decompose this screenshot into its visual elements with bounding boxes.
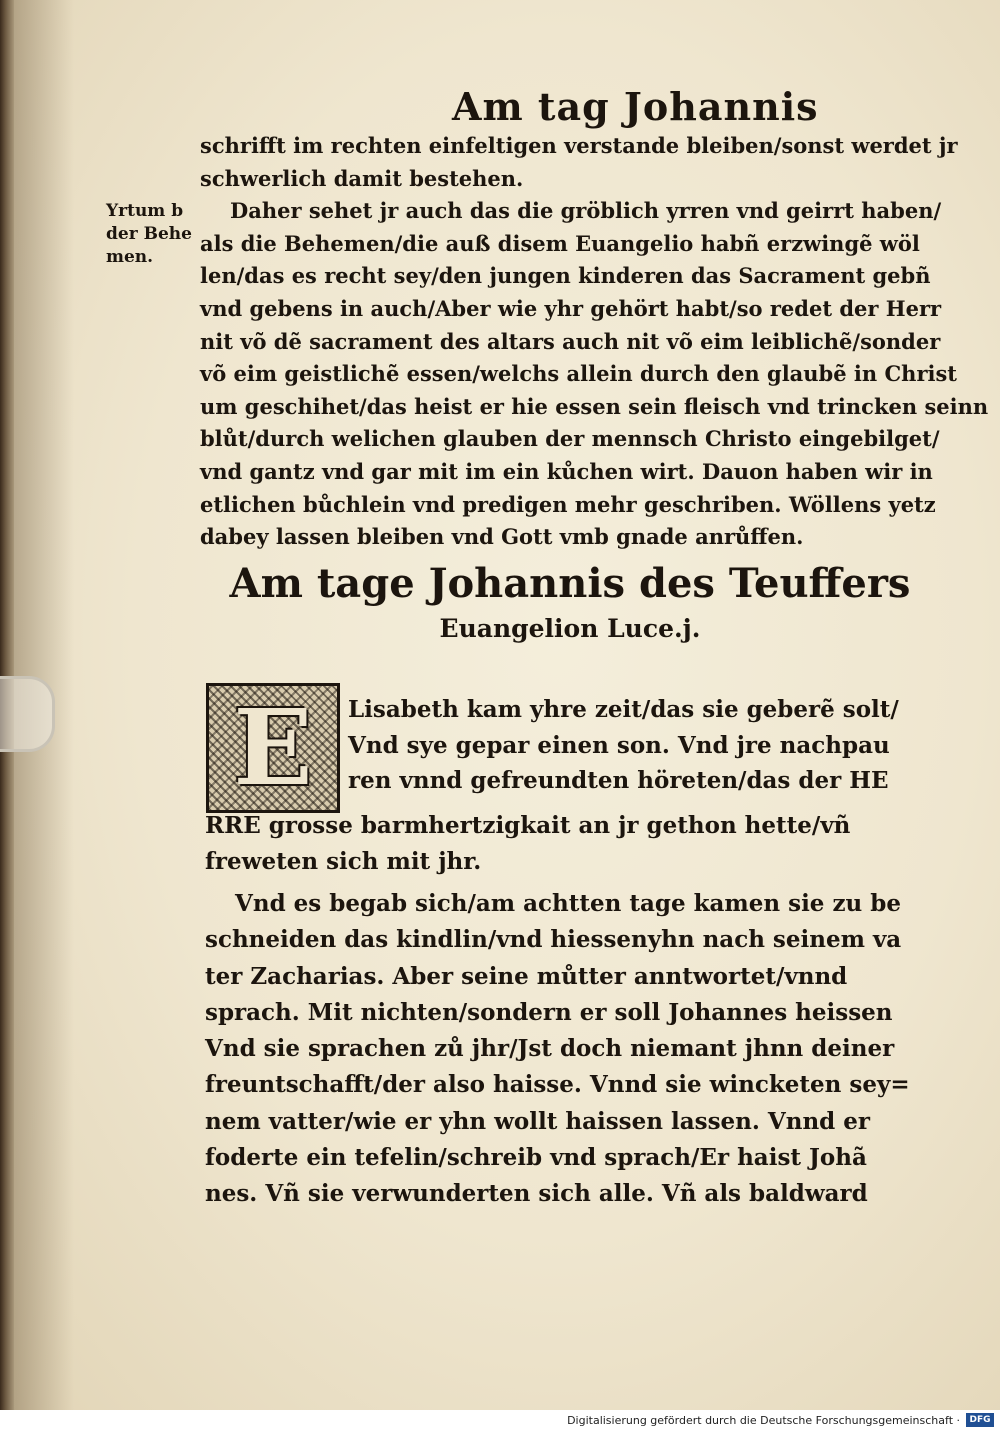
text-line: nit võ dẽ sacrament des altars auch nit võ eim leiblichẽ/sonder [200,328,941,354]
text-line: Vnd sie sprachen zů jhr/Jst doch niemant jhnn deiner [205,1035,895,1063]
text-line: etlichen bůchlein vnd predigen mehr geschriben. Wöllens yetz [200,491,936,517]
text-line: vnd gebens in auch/Aber wie yhr gehört habt/so redet der Herr [200,295,942,321]
paragraph-2 [205,886,945,1213]
text-line: RRE grosse barmhertzigkait an jr gethon hette/vñ [205,812,851,839]
text-line: Lisabeth kam yhre zeit/das sie geberẽ solt/ [348,696,899,723]
text-line: Vnd es begab sich/am achtten tage kamen sie zu be [235,890,901,917]
top-text-block [200,130,989,554]
text-line: nem vatter/wie er yhn wollt haissen lassen. Vnnd er [205,1107,871,1135]
text-line: blůt/durch welichen glauben der mennsch Christo eingebilget/ [200,426,940,452]
text-line: len/das es recht sey/den jungen kinderen das Sacrament gebñ [200,263,931,289]
margin-note-line: Yrtum b [106,201,184,221]
text-line: als die Behemen/die auß disem Euangelio habñ erzwingẽ wöl [200,230,920,256]
paragraph-1-indented [348,692,948,799]
text-line: dabey lassen bleiben vnd Gott vmb gnade anrůffen. [200,524,804,550]
footer-bar [0,1410,1000,1431]
footer-credit: Digitalisierung gefördert durch die Deutsche Forschungsgemeinschaft · [567,1414,960,1427]
paper-clip-icon [0,676,55,752]
initial-letter: E [233,686,313,809]
text-line: võ eim geistlichẽ essen/welchs allein durch den glaubẽ in Christ [200,361,958,387]
text-line: foderte ein tefelin/schreib vnd sprach/Er haist Johã [205,1144,867,1172]
text-line: freuntschafft/der also haisse. Vnnd sie wincketen sey= [205,1071,910,1099]
text-line: schneiden das kindlin/vnd hiessenyhn nach seinem va [205,926,902,954]
text-line: sprach. Mit nichten/sondern er soll Johannes heissen [205,998,893,1026]
decorated-initial-letter [206,683,340,813]
section-subtitle: Euangelion Luce.j. [439,614,701,643]
margin-note [106,200,206,269]
margin-note-line: men. [106,247,154,267]
paragraph-1-continued [205,808,945,879]
text-line: Vnd sye gepar einen son. Vnd jre nachpau [348,731,890,759]
text-line: nes. Vñ sie verwunderten sich alle. Vñ als baldward [205,1180,868,1208]
margin-note-line: der Behe [106,224,192,244]
text-line: schrifft im rechten einfeltigen verstande bleiben/sonst werdet jr [200,133,958,158]
text-line: ren vnnd gefreundten höreten/das der HE [348,767,889,794]
text-line: ter Zacharias. Aber seine můtter anntwortet/vnnd [205,962,848,990]
text-line: vnd gantz vnd gar mit im ein kůchen wirt. Dauon haben wir in [200,458,933,484]
text-line: schwerlich damit bestehen. [200,165,524,191]
text-line: freweten sich mit jhr. [205,847,482,875]
text-line: Daher sehet jr auch das die gröblich yrren vnd geirrt haben/ [230,198,942,224]
dfg-logo: DFG [966,1413,994,1427]
running-header-title: Am tag Johannis [452,84,819,129]
text-line: um geschihet/das heist er hie essen sein fleisch vnd trincken seinn [200,393,989,419]
section-title: Am tage Johannis des Teuffers [229,560,911,607]
